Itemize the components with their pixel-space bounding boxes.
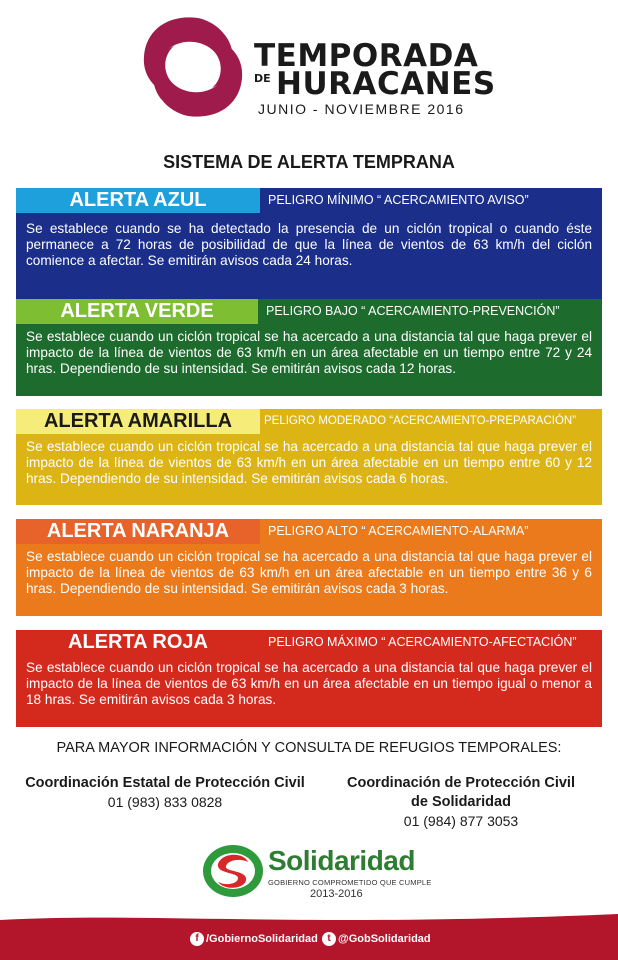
- facebook-link[interactable]: [190, 932, 318, 946]
- twitter-handle: @GobSolidaridad: [338, 932, 431, 945]
- alert-header: [16, 299, 602, 324]
- alert-azul: [16, 188, 602, 301]
- hurricane-logo-icon: [128, 8, 258, 126]
- twitter-link[interactable]: [322, 932, 431, 946]
- contact-municipal: [330, 774, 592, 831]
- facebook-icon: f: [190, 932, 204, 946]
- alert-level: PELIGRO ALTO “ ACERCAMIENTO-ALARMA”: [260, 519, 602, 544]
- alert-name: ALERTA AMARILLA: [16, 409, 260, 434]
- alert-header: [16, 188, 602, 213]
- alert-level: PELIGRO MODERADO “ACERCAMIENTO-PREPARACIÓN”: [260, 409, 602, 434]
- alert-name: ALERTA AZUL: [16, 188, 260, 213]
- contact-municipal-org-line2: de Solidaridad: [411, 794, 511, 810]
- section-title: SISTEMA DE ALERTA TEMPRANA: [163, 152, 455, 172]
- title-temporada: TEMPORADA: [254, 38, 479, 74]
- contact-state: [10, 774, 320, 812]
- alert-description: Se establece cuando se ha detectado la presencia de un ciclón tropical o cuando éste permanece a 72 horas de posibilidad de que la línea de vientos de 63 km/h del ciclón comience a afectar. Se emitirán avisos cada 24 horas.: [16, 213, 602, 301]
- alert-header: [16, 630, 602, 655]
- contact-state-phone[interactable]: 01 (983) 833 0828: [107, 794, 223, 810]
- title-huracanes: HURACANES: [276, 66, 496, 102]
- solidaridad-name: Solidaridad: [268, 845, 415, 876]
- contact-municipal-org-line1: Coordinación de Protección Civil: [346, 775, 575, 791]
- alert-verde: [16, 299, 602, 396]
- alert-level: PELIGRO BAJO “ ACERCAMIENTO-PREVENCIÓN”: [258, 299, 602, 324]
- title-de: DE: [254, 72, 271, 85]
- alert-level: PELIGRO MÁXIMO “ ACERCAMIENTO-AFECTACIÓN”: [260, 630, 602, 655]
- alert-description: Se establece cuando un ciclón tropical se ha acercado a una distancia tal que haga prever el impacto de la línea de vientos de 63 km/h en un área afectable en un tiempo igual o menor a 18 hras. Se emitirán avisos cada 3 horas.: [16, 655, 602, 727]
- solidaridad-logo-icon: [200, 842, 266, 900]
- solidaridad-years: 2013-2016: [310, 888, 363, 900]
- alert-name: ALERTA VERDE: [16, 299, 258, 324]
- twitter-icon: t: [322, 932, 336, 946]
- header: [0, 0, 618, 140]
- alert-description: Se establece cuando un ciclón tropical se ha acercado a una distancia tal que haga prever el impacto de la línea de vientos de 63 km/h en un área afectable en un tiempo entre 60 y 12 hras. Dependiendo de su intensidad. Se emitirán avisos cada 6 horas.: [16, 434, 602, 505]
- facebook-handle: /GobiernoSolidaridad: [206, 932, 318, 945]
- alert-naranja: [16, 519, 602, 616]
- alert-roja: [16, 630, 602, 727]
- contact-municipal-phone[interactable]: 01 (984) 877 3053: [403, 813, 519, 829]
- contact-state-org: Coordinación Estatal de Protección Civil: [25, 775, 305, 791]
- alert-description: Se establece cuando un ciclón tropical se ha acercado a una distancia tal que haga prever el impacto de la línea de vientos de 63 km/h en un área afectable en un tiempo entre 36 y 6 hras. Dependiendo de su intensidad. Se emitirán avisos cada 3 horas.: [16, 544, 602, 616]
- alert-name: ALERTA ROJA: [16, 630, 260, 655]
- alert-header: [16, 409, 602, 434]
- season-dates: JUNIO - NOVIEMBRE 2016: [258, 101, 465, 117]
- alert-description: Se establece cuando un ciclón tropical se ha acercado a una distancia tal que haga prever el impacto de la línea de vientos de 63 km/h en un área afectable en un tiempo entre 72 y 24 hras. Dependiendo de su intensidad. Se emitirán avisos cada 12 horas.: [16, 324, 602, 396]
- alert-name: ALERTA NARANJA: [16, 519, 260, 544]
- alert-level: PELIGRO MÍNIMO “ ACERCAMIENTO AVISO”: [260, 188, 602, 213]
- solidaridad-tagline: GOBIERNO COMPROMETIDO QUE CUMPLE: [268, 878, 432, 887]
- contact-heading: PARA MAYOR INFORMACIÓN Y CONSULTA DE REFUGIOS TEMPORALES:: [56, 740, 562, 756]
- alert-header: [16, 519, 602, 544]
- alert-amarilla: [16, 409, 602, 505]
